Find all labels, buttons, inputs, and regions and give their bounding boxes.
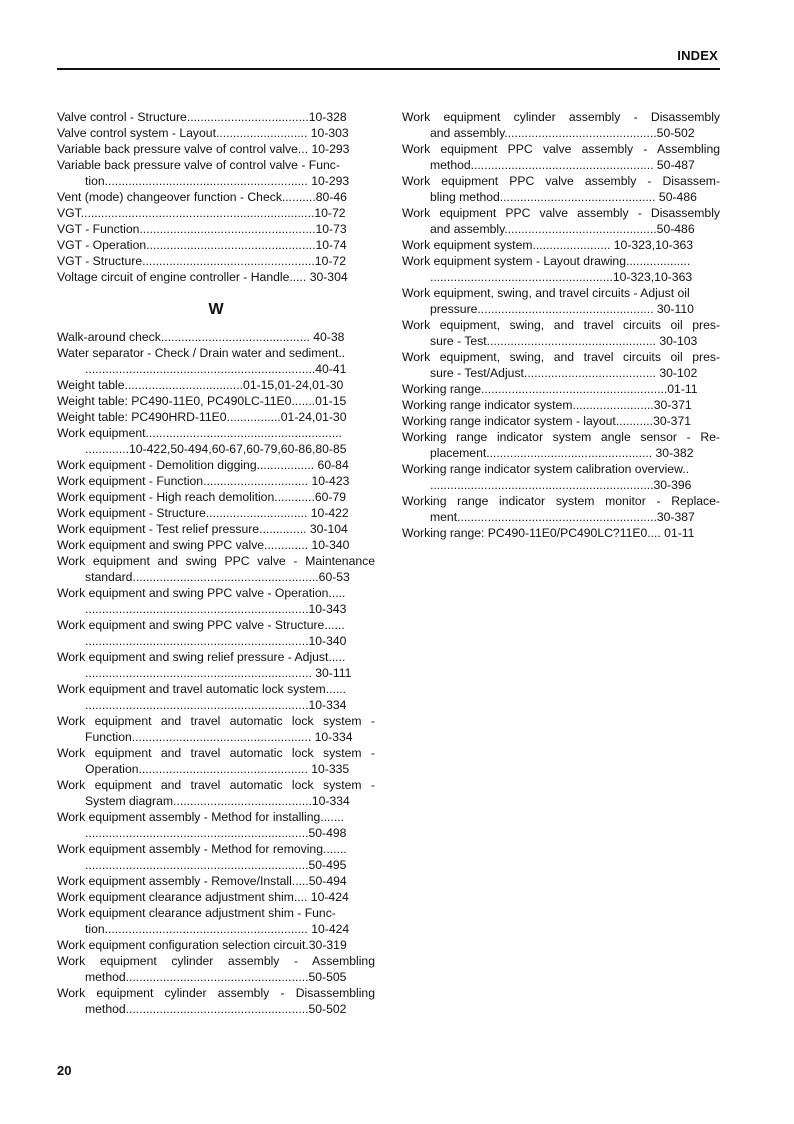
index-entry-line: method...................................................... 50-487 xyxy=(430,158,695,172)
index-entry-line: Work equipment and swing relief pressure - Adjust..... xyxy=(57,650,346,664)
index-entry-line: bling method.............................................. 50-486 xyxy=(430,190,697,204)
index-entry-line: ......................................................10-323,10-363 xyxy=(430,270,693,284)
index-entry-line: Weight table...................................01-15,01-24,01-30 xyxy=(57,378,344,392)
index-entry-line: standard.......................................................60-53 xyxy=(85,570,350,584)
index-entry-line: Work equipment and swing PPC valve............. 10-340 xyxy=(57,538,350,552)
index-entry-line: Weight table: PC490-11E0, PC490LC-11E0.......01-15 xyxy=(57,394,347,408)
index-entry-line: Work equipment - Test relief pressure.............. 30-104 xyxy=(57,522,348,536)
index-entry-line: Work equipment and travel automatic lock system - xyxy=(57,714,375,728)
index-entry-line: VGT.....................................................................10-72 xyxy=(57,206,346,220)
index-entry-line: Work equipment and travel automatic lock system - xyxy=(57,746,375,760)
index-entry-line: and assembly.............................................50-502 xyxy=(430,126,695,140)
index-entry-line: Work equipment system....................... 10-323,10-363 xyxy=(402,238,694,252)
index-entry-line: Work equipment clearance adjustment shim - Func- xyxy=(57,906,336,920)
index-entry-line: Work equipment assembly - Method for removing....... xyxy=(57,842,347,856)
index-entry-line: ..................................................................10-343 xyxy=(85,602,347,616)
index-column-right xyxy=(402,109,720,541)
index-entry-line: ..................................................................10-334 xyxy=(85,698,347,712)
index-entry-line: Work equipment cylinder assembly - Disassembly xyxy=(402,110,720,124)
index-entry-line: Working range indicator system........................30-371 xyxy=(402,398,692,412)
index-entry-line: Work equipment and travel automatic lock system...... xyxy=(57,682,347,696)
index-entry-line: Work equipment cylinder assembly - Assembling xyxy=(57,954,375,968)
index-entry-line: ....................................................................40-41 xyxy=(85,362,347,376)
index-entry-line: Work equipment and swing PPC valve - Structure...... xyxy=(57,618,345,632)
index-entry-line: .............10-422,50-494,60-67,60-79,60-86,80-85 xyxy=(85,442,347,456)
index-entry-line: ..................................................................50-495 xyxy=(85,858,347,872)
index-entry-line: Work equipment clearance adjustment shim.... 10-424 xyxy=(57,890,349,904)
index-entry-line: Work equipment assembly - Remove/Install.....50-494 xyxy=(57,874,347,888)
index-entry-line: Working range: PC490-11E0/PC490LC?11E0.... 01-11 xyxy=(402,526,695,540)
index-entry-line: ..................................................................50-498 xyxy=(85,826,347,840)
index-column-left xyxy=(57,109,375,1017)
index-entry-line: ..................................................................30-396 xyxy=(430,478,692,492)
index-entry-line: VGT - Operation..................................................10-74 xyxy=(57,238,347,252)
index-entry-line: VGT - Function....................................................10-73 xyxy=(57,222,347,236)
index-entry-line: ment...........................................................30-387 xyxy=(430,510,695,524)
index-entry-line: sure - Test.................................................. 30-103 xyxy=(430,334,698,348)
index-entry-line: method......................................................50-502 xyxy=(85,1002,347,1016)
index-entry-line: Voltage circuit of engine controller - Handle..... 30-304 xyxy=(57,270,348,284)
index-entry-line: Work equipment assembly - Method for installing....... xyxy=(57,810,344,824)
index-entry-line: tion............................................................ 10-424 xyxy=(85,922,350,936)
index-entry-line: Weight table: PC490HRD-11E0................01-24,01-30 xyxy=(57,410,347,424)
index-entry-line: Work equipment - Structure.............................. 10-422 xyxy=(57,506,349,520)
index-entry-line: Water separator - Check / Drain water and sediment.. xyxy=(57,346,346,360)
index-entry-line: Work equipment system - Layout drawing................... xyxy=(402,254,691,268)
index-entry-line: Variable back pressure valve of control valve - Func- xyxy=(57,158,340,172)
index-entry-line: sure - Test/Adjust....................................... 30-102 xyxy=(430,366,698,380)
index-entry-line: Work equipment - Function............................... 10-423 xyxy=(57,474,350,488)
index-entry-line: Work equipment.......................................................... xyxy=(57,426,342,440)
index-entry-line: Work equipment and swing PPC valve - Operation..... xyxy=(57,586,346,600)
index-entry-line: Working range indicator system - layout...........30-371 xyxy=(402,414,692,428)
index-entry-line: Working range indicator system angle sensor - Re- xyxy=(402,430,720,444)
index-entry-line: Work equipment - Demolition digging................. 60-84 xyxy=(57,458,349,472)
header-rule xyxy=(57,68,720,70)
page-header-title: INDEX xyxy=(677,48,718,63)
section-letter: W xyxy=(208,301,224,318)
index-entry-line: System diagram.........................................10-334 xyxy=(85,794,350,808)
index-entry-line: Work equipment PPC valve assembly - Disassembly xyxy=(402,206,720,220)
index-entry-line: VGT - Structure...................................................10-72 xyxy=(57,254,346,268)
index-entry-line: ................................................................... 30-111 xyxy=(85,666,352,680)
index-entry-line: Working range indicator system monitor - Replace- xyxy=(402,494,720,508)
index-entry-line: Walk-around check............................................ 40-38 xyxy=(57,330,345,344)
index-entry-line: Work equipment PPC valve assembly - Assembling xyxy=(402,142,720,156)
index-entry-line: placement................................................. 30-382 xyxy=(430,446,694,460)
index-entry-line: Work equipment - High reach demolition............60-79 xyxy=(57,490,347,504)
index-entry-line: Work equipment, swing, and travel circuits oil pres- xyxy=(402,350,720,364)
index-entry-line: Work equipment, swing, and travel circuits - Adjust oil xyxy=(402,286,690,300)
index-entry-line: Vent (mode) changeover function - Check..........80-46 xyxy=(57,190,347,204)
index-entry-line: Working range.......................................................01-11 xyxy=(402,382,698,396)
index-entry-line: Function..................................................... 10-334 xyxy=(85,730,353,744)
index-entry-line: ..................................................................10-340 xyxy=(85,634,347,648)
index-entry-line: Work equipment cylinder assembly - Disassembling xyxy=(57,986,375,1000)
index-entry-line: and assembly.............................................50-486 xyxy=(430,222,695,236)
index-entry-line: Working range indicator system calibration overview.. xyxy=(402,462,689,476)
index-entry-line: tion............................................................ 10-293 xyxy=(85,174,350,188)
index-entry-line: Work equipment configuration selection circuit.30-319 xyxy=(57,938,347,952)
index-entry-line: Work equipment and travel automatic lock system - xyxy=(57,778,375,792)
index-entry-line: Valve control system - Layout........................... 10-303 xyxy=(57,126,349,140)
index-entry-line: method......................................................50-505 xyxy=(85,970,347,984)
index-entry-line: Work equipment and swing PPC valve - Maintenance xyxy=(57,554,375,568)
index-entry-line: pressure.................................................... 30-110 xyxy=(430,302,694,316)
index-entry-line: Operation.................................................. 10-335 xyxy=(85,762,350,776)
index-entry-line: Work equipment, swing, and travel circuits oil pres- xyxy=(402,318,720,332)
index-entry-line: Work equipment PPC valve assembly - Disassem- xyxy=(402,174,720,188)
page-number: 20 xyxy=(57,1063,72,1078)
index-entry-line: Variable back pressure valve of control valve... 10-293 xyxy=(57,142,350,156)
index-entry-line: Valve control - Structure....................................10-328 xyxy=(57,110,347,124)
